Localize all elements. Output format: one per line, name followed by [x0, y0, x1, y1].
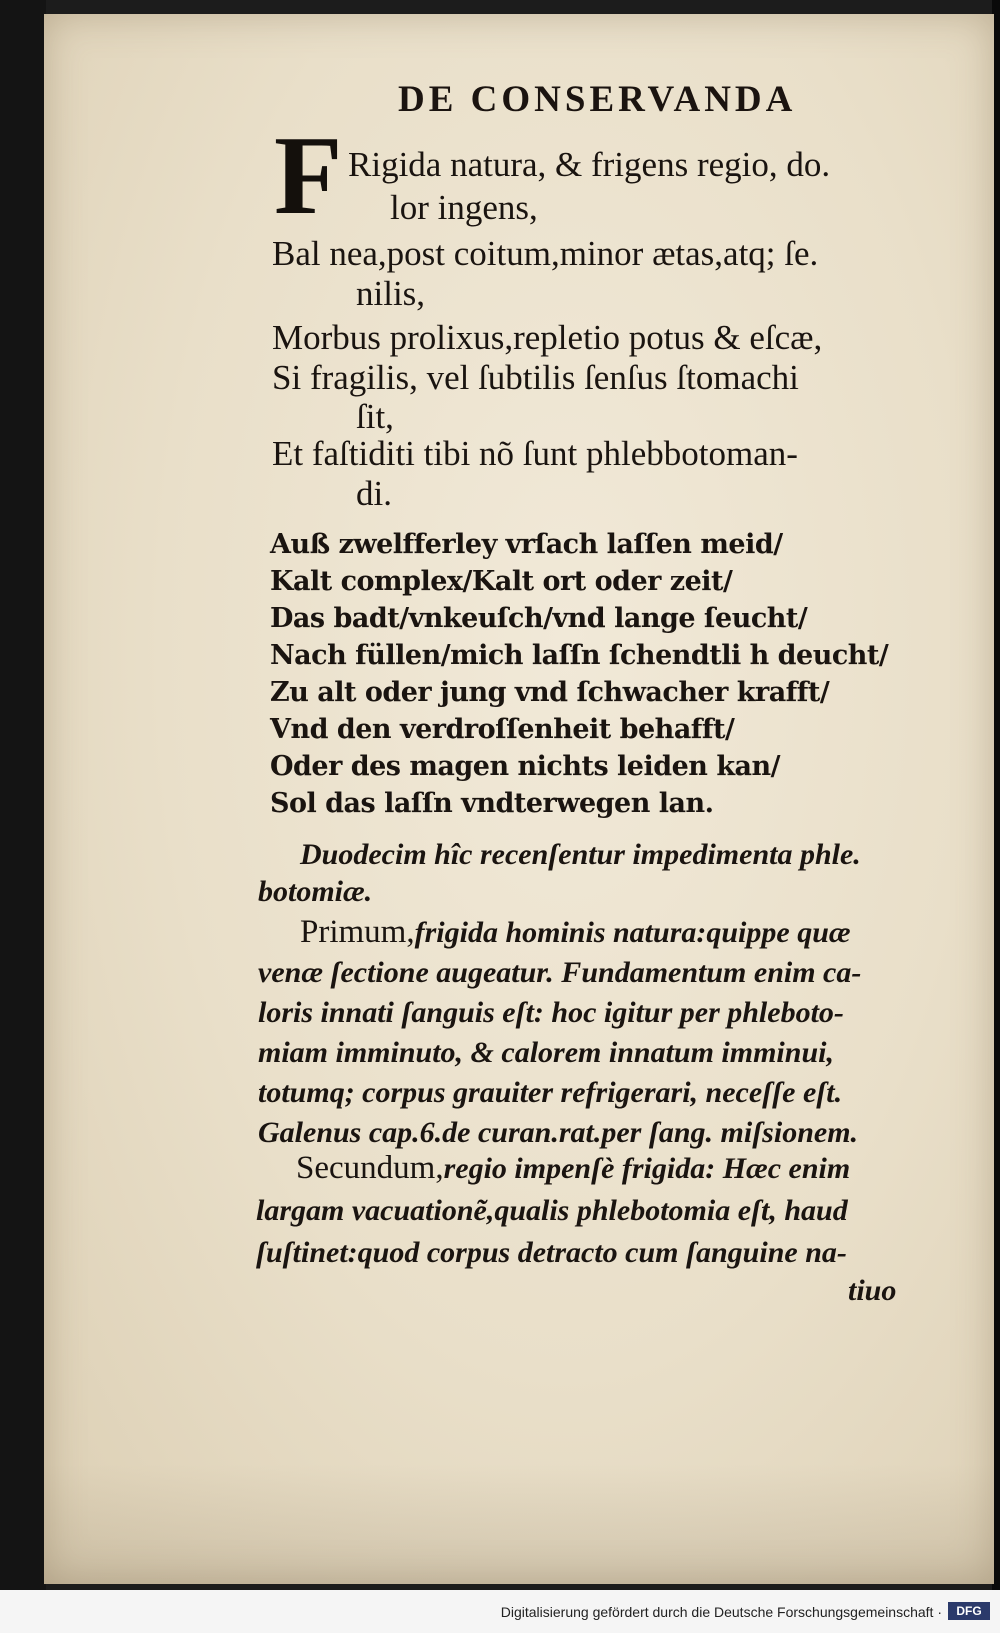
- verse-line: Bal nea,post coitum,minor ætas,atq; ſe.: [272, 234, 819, 273]
- commentary-line: [300, 836, 861, 873]
- commentary-line: [256, 1234, 847, 1271]
- scan-background-left: [0, 0, 46, 1590]
- catchword: [848, 1272, 896, 1309]
- verse-line: Et faſtiditi tibi nõ ſunt phlebbotoman-: [272, 434, 798, 473]
- verse-line: Morbus prolixus,repletio potus & eſcæ,: [272, 318, 823, 357]
- commentary-text: miam imminuto, & calorem innatum imminui,: [258, 1036, 834, 1069]
- verse-line: di.: [356, 474, 392, 513]
- commentary-text: totumq; corpus grauiter refrigerari, neceſſe eſt.: [258, 1076, 843, 1109]
- commentary-line: [258, 1074, 842, 1111]
- commentary-lead: Secundum,: [296, 1150, 444, 1186]
- german-line: Auß zwelfferley vrſach laſſen meid/: [270, 529, 783, 560]
- commentary-text: frigida hominis natura:quippe quæ: [414, 916, 851, 949]
- german-line: Das badt/vnkeuſch/vnd lange ſeucht/: [270, 603, 808, 634]
- commentary-text: venæ ſectione augeatur. Fundamentum enim ca-: [258, 956, 862, 989]
- commentary-line: [258, 1034, 834, 1071]
- commentary-text: tiuo: [848, 1274, 897, 1307]
- commentary-line: [300, 914, 851, 951]
- commentary-text: Duodecim hîc recenſentur impedimenta phle.: [300, 838, 861, 871]
- digitization-footer: [0, 1590, 1000, 1633]
- commentary-line: [256, 1192, 848, 1229]
- commentary-text: Galenus cap.6.de curan.rat.per ſang. miſsionem.: [258, 1116, 859, 1149]
- commentary-line: [258, 1114, 858, 1151]
- commentary-line: [296, 1150, 850, 1187]
- commentary-text: largam vacuationẽ,qualis phlebotomia eſt, haud: [256, 1194, 848, 1227]
- dfg-logo: DFG: [948, 1602, 990, 1620]
- commentary-text: loris innati ſanguis eſt: hoc igitur per phleboto-: [258, 996, 844, 1029]
- drop-cap: F: [274, 114, 343, 238]
- german-line: Sol das laſſn vndterwegen lan.: [270, 788, 714, 819]
- verse-line: lor ingens,: [390, 188, 538, 227]
- verse-line: Rigida natura, & frigens regio, do.: [348, 145, 831, 184]
- commentary-text: botomiæ.: [258, 875, 373, 908]
- commentary-line: [258, 873, 372, 910]
- german-line: Kalt complex/Kalt ort oder zeit/: [270, 566, 733, 597]
- commentary-line: [258, 954, 861, 991]
- running-head: DE CONSERVANDA: [398, 79, 797, 120]
- verse-line: Si fragilis, vel ſubtilis ſenſus ſtomachi: [272, 358, 799, 397]
- german-line: Vnd den verdroſſenheit behafft/: [270, 714, 735, 745]
- german-line: Oder des magen nichts leiden kan/: [270, 751, 781, 782]
- commentary-line: [258, 994, 844, 1031]
- verse-line: ſit,: [356, 397, 394, 436]
- commentary-text: ſuſtinet:quod corpus detracto cum ſanguine na-: [256, 1236, 847, 1269]
- funding-credit: Digitalisierung gefördert durch die Deutsche Forschungsgemeinschaft ·: [500, 1604, 942, 1620]
- commentary-lead: Primum,: [300, 914, 415, 950]
- german-line: Nach füllen/mich laſſn ſchendtli h deucht/: [270, 640, 889, 671]
- german-line: Zu alt oder jung vnd ſchwacher krafft/: [270, 677, 830, 708]
- verse-line: nilis,: [356, 274, 426, 313]
- page-fold-shadow: [44, 1464, 994, 1584]
- commentary-text: regio impenſè frigida: Hæc enim: [443, 1152, 851, 1185]
